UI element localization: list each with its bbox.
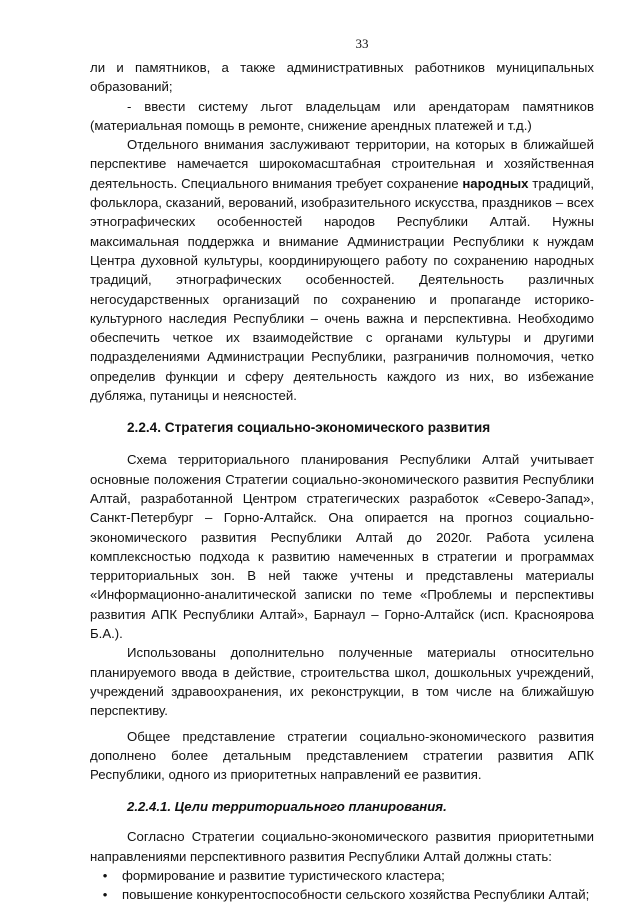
list-item — [90, 866, 594, 885]
list-item-text: повышение конкурентоспособности сельского хозяйства Республики Алтай; — [122, 887, 590, 903]
page-number: 33 — [355, 36, 369, 51]
paragraph-dash-item: - ввести систему льгот владельцам или арендаторам памятников (материальная помощь в ремонте, снижение арендных платежей и т.д.) — [90, 98, 594, 133]
paragraph-scheme: Схема территориального планирования Республики Алтай учитывает основные положения Стратегии социально-экономического развития Республики Алтай, разработанной Центром стратегических разработок «Северо-Запад», Санкт-Петербург – Горно-Алтайск. Она опирается на прогноз социально-экономического развития Республики Алтай до 2020г. Работа усилена комплексностью подхода к развитию намеченных в стратегии и программах территориальных зон. В ней также учтены и представлены материалы «Информационно-аналитической записки по теме «Проблемы и перспективы развития АПК Республики Алтай», Барнаул – Горно-Алтайск (исп. Красноярова Б.А.). — [90, 452, 594, 642]
section-heading-strategy: 2.2.4. Стратегия социально-экономического развития — [127, 420, 491, 436]
paragraph-materials: Использованы дополнительно полученные материалы относительно планируемого ввода в действие, строительства школ, дошкольных учреждений, учреждений здравоохранения, их реконструкции, в том числе на ближайшую перспективу. — [90, 645, 594, 719]
bullet-icon: • — [102, 867, 108, 883]
paragraph-heritage — [90, 135, 594, 405]
paragraph-priorities: Согласно Стратегии социально-экономического развития приоритетными направлениями перспективного развития Республики Алтай должны стать: — [90, 829, 594, 864]
paragraph-overview: Общее представление стратегии социально-экономического развития дополнено более детальным представлением стратегии развития АПК Республики, одного из приоритетных направлений ее развития. — [90, 728, 594, 783]
paragraph-heritage-part1: Отдельного внимания заслуживают территории, на которых в ближайшей перспективе намечается широкомасштабная строительная и хозяйственная деятельность. Специального внимания требует сохранение — [90, 137, 594, 191]
list-item — [90, 885, 594, 904]
paragraph-heritage-bold: народных — [462, 175, 529, 191]
bullet-icon: • — [102, 887, 108, 903]
paragraph-continuation: ли и памятников, а также административных работников муниципальных образований; — [90, 60, 594, 95]
priority-list — [90, 866, 594, 905]
list-item-text: формирование и развитие туристического кластера; — [122, 867, 445, 883]
paragraph-heritage-part2: традиций, фольклора, сказаний, верований, изобразительного искусства, праздников – всех этнографических особенностей народов Республики Алтай. Нужны максимальная поддержка и внимание Администрации Республики к нуждам Центра духовной культуры, координирующего работу по сохранению народных традиций, этнографических особенностей. Деятельность различных негосударственных организаций по сохранению и пропаганде историко-культурного наследия Республики – очень важна и перспективна. Необходимо обеспечить четкое их взаимодействие с органами культуры и другими подразделениями Администрации Республики, разграничив полномочия, четко определив функции и сферу деятельность каждого из них, во избежание дубляжа, путаницы и неясностей. — [90, 175, 594, 404]
subsection-heading-goals: 2.2.4.1. Цели территориального планирования. — [127, 799, 447, 815]
